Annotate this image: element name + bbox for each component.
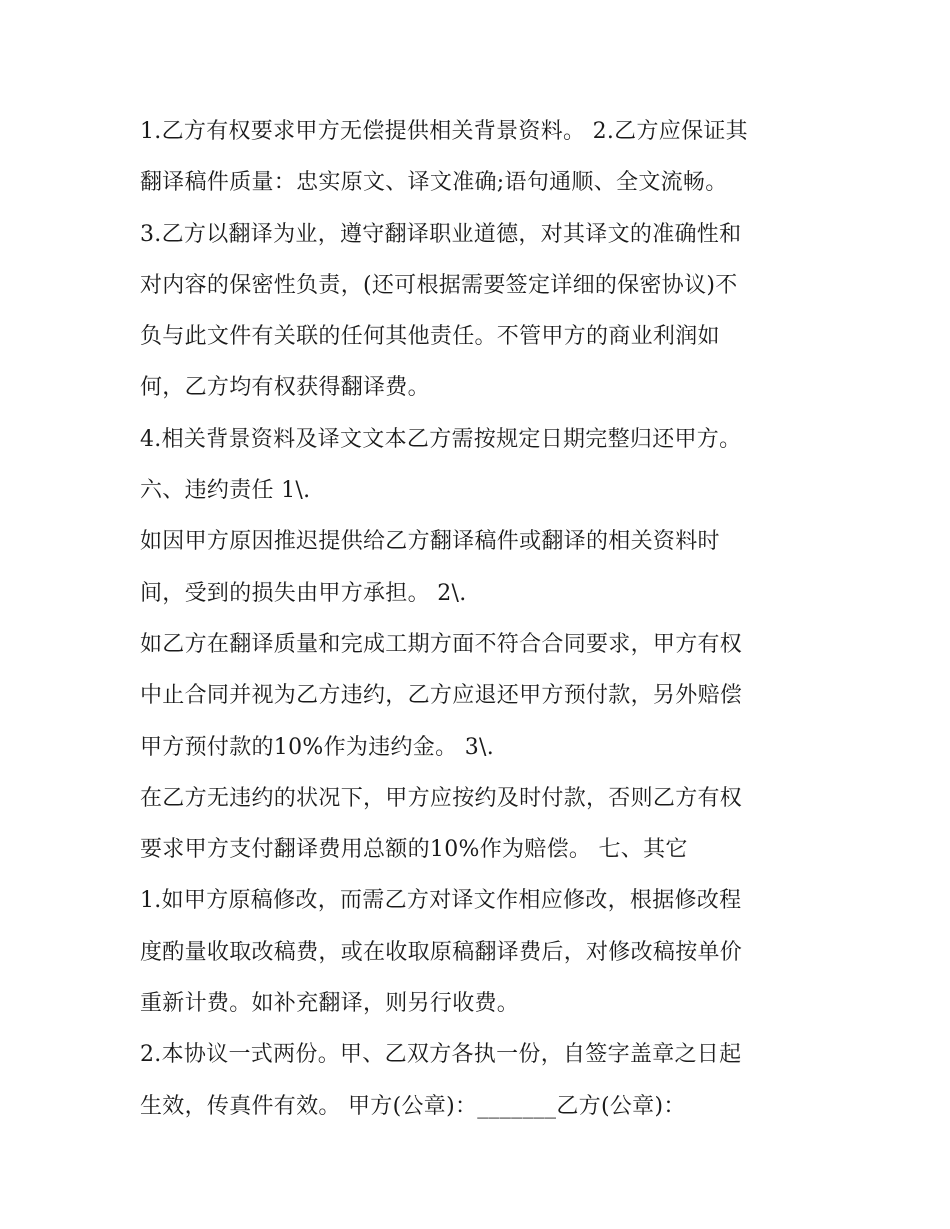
text-line: 对内容的保密性负责，(还可根据需要签定详细的保密协议)不: [140, 272, 738, 298]
text-line: 2.本协议一式两份。甲、乙双方各执一份，自签字盖章之日起: [140, 1042, 742, 1068]
text-line: 4.相关背景资料及译文文本乙方需按规定日期完整归还甲方。: [140, 426, 742, 452]
text-line: 翻译稿件质量：忠实原文、译文准确;语句通顺、全文流畅。: [140, 170, 728, 196]
text-line: 甲方预付款的10%作为违约金。 3\.: [140, 734, 494, 760]
signature-line: 生效，传真件有效。 甲方(公章)：_______乙方(公章)：: [140, 1093, 686, 1119]
section-heading-breach-liability: 六、违约责任 1\.: [140, 478, 311, 504]
text-line: 如乙方在翻译质量和完成工期方面不符合合同要求，甲方有权: [140, 631, 743, 657]
contract-text-body: [140, 106, 830, 1132]
text-line: 3.乙方以翻译为业，遵守翻译职业道德，对其译文的准确性和: [140, 221, 742, 247]
text-line: 间，受到的损失由甲方承担。 2\.: [140, 580, 467, 606]
text-line: 度酌量收取改稿费，或在收取原稿翻译费后，对修改稿按单价: [140, 939, 743, 965]
text-line: 负与此文件有关联的任何其他责任。不管甲方的商业利润如: [140, 324, 720, 350]
text-line: 如因甲方原因推迟提供给乙方翻译稿件或翻译的相关资料时: [140, 529, 720, 555]
text-line: 重新计费。如补充翻译，则另行收费。: [140, 991, 520, 1017]
text-line: 中止合同并视为乙方违约，乙方应退还甲方预付款，另外赔偿: [140, 683, 743, 709]
text-line: 在乙方无违约的状况下，甲方应按约及时付款，否则乙方有权: [140, 785, 743, 811]
text-line: 1.乙方有权要求甲方无偿提供相关背景资料。 2.乙方应保证其: [140, 119, 748, 144]
text-line: 何，乙方均有权获得翻译费。: [140, 375, 430, 401]
text-line: 1.如甲方原稿修改，而需乙方对译文作相应修改，根据修改程: [140, 888, 742, 914]
text-line: 要求甲方支付翻译费用总额的10%作为赔偿。 七、其它: [140, 837, 688, 863]
